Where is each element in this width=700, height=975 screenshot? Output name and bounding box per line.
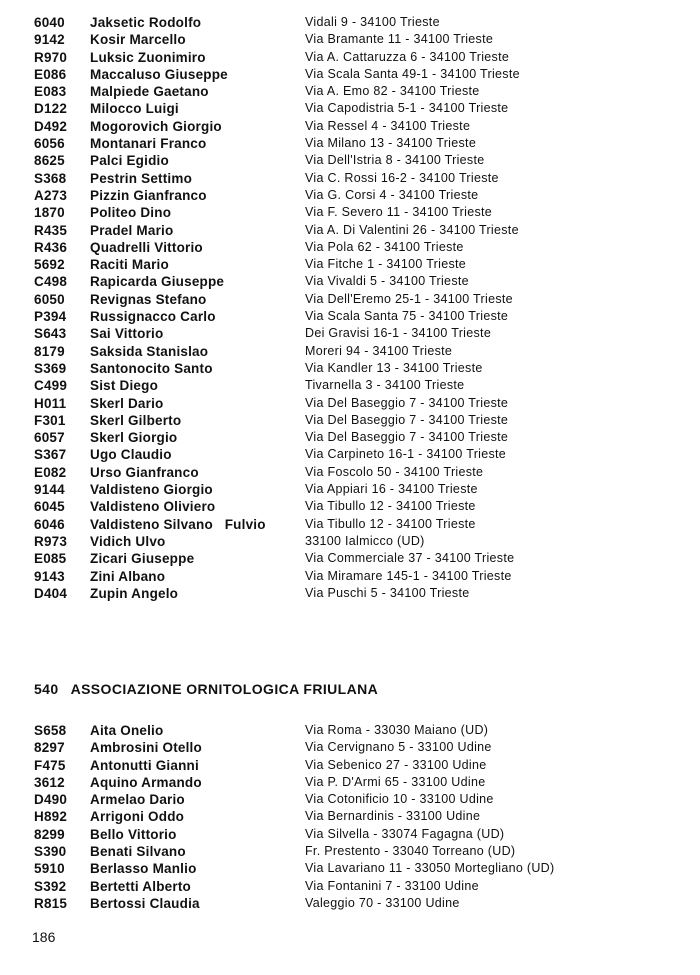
member-address: Via A. Emo 82 - 34100 Trieste [305, 84, 480, 99]
member-row [0, 360, 700, 377]
member-code: D122 [34, 101, 68, 117]
member-row [0, 464, 700, 481]
member-name: Zini Albano [90, 568, 166, 584]
member-name: Quadrelli Vittorio [90, 239, 203, 255]
member-address: Via A. Cattaruzza 6 - 34100 Trieste [305, 49, 510, 64]
member-row [0, 843, 700, 860]
member-address: Via Puschi 5 - 34100 Trieste [305, 585, 470, 600]
member-address: Via Roma - 33030 Maiano (UD) [305, 723, 489, 737]
section-heading [34, 681, 378, 697]
member-address: Via Tibullo 12 - 34100 Trieste [305, 516, 476, 531]
member-address: Via F. Severo 11 - 34100 Trieste [305, 205, 493, 220]
member-name: Malpiede Gaetano [90, 84, 209, 100]
member-name: Pradel Mario [90, 222, 174, 238]
member-code: F475 [34, 757, 66, 773]
member-row [0, 31, 700, 48]
member-address: Via Cotonificio 10 - 33100 Udine [305, 792, 494, 807]
member-name: Valdisteno Silvano Fulvio [90, 516, 266, 532]
member-code: R435 [34, 222, 68, 238]
member-address: Via Appiari 16 - 34100 Trieste [305, 482, 478, 497]
member-name: Russignacco Carlo [90, 309, 216, 325]
member-address: Via Silvella - 33074 Fagagna (UD) [305, 826, 505, 841]
member-row [0, 152, 700, 169]
member-address: Via Tibullo 12 - 34100 Trieste [305, 499, 476, 514]
member-name: Urso Gianfranco [90, 464, 199, 480]
member-address: Via Lavariano 11 - 33050 Mortegliano (UD) [305, 861, 555, 876]
member-row [0, 429, 700, 446]
member-code: F301 [34, 412, 66, 428]
member-row [0, 239, 700, 256]
member-name: Vidich Ulvo [90, 533, 166, 549]
member-name: Benati Silvano [90, 844, 186, 860]
member-row [0, 722, 700, 739]
member-code: 6045 [34, 499, 65, 515]
member-code: 9144 [34, 482, 65, 498]
member-row [0, 49, 700, 66]
member-address: Via Miramare 145-1 - 34100 Trieste [305, 568, 512, 583]
member-row [0, 66, 700, 83]
member-row [0, 118, 700, 135]
member-address: Via Bramante 11 - 34100 Trieste [305, 32, 494, 47]
member-row [0, 826, 700, 843]
member-address: Via Ressel 4 - 34100 Trieste [305, 118, 471, 133]
member-name: Pizzin Gianfranco [90, 187, 207, 203]
member-name: Mogorovich Giorgio [90, 118, 222, 134]
member-code: S367 [34, 447, 67, 463]
member-address: Fr. Prestento - 33040 Torreano (UD) [305, 844, 516, 859]
member-list-trieste [0, 14, 700, 602]
member-row [0, 170, 700, 187]
member-code: 9142 [34, 32, 65, 48]
member-name: Sist Diego [90, 378, 159, 394]
member-address: 33100 Ialmicco (UD) [305, 533, 425, 548]
member-code: 8299 [34, 826, 65, 842]
member-address: Via C. Rossi 16-2 - 34100 Trieste [305, 170, 499, 185]
member-code: E083 [34, 84, 67, 100]
member-code: 3612 [34, 774, 65, 790]
member-row [0, 860, 700, 877]
member-row [0, 757, 700, 774]
member-row [0, 808, 700, 825]
member-code: 6050 [34, 291, 65, 307]
member-row [0, 222, 700, 239]
member-address: Via Del Baseggio 7 - 34100 Trieste [305, 430, 509, 445]
member-address: Via Fitche 1 - 34100 Trieste [305, 257, 467, 272]
member-name: Ambrosini Otello [90, 740, 202, 756]
member-name: Milocco Luigi [90, 101, 179, 117]
member-address: Via Pola 62 - 34100 Trieste [305, 239, 464, 254]
member-row [0, 516, 700, 533]
member-code: R970 [34, 49, 68, 65]
member-address: Via Scala Santa 75 - 34100 Trieste [305, 309, 509, 324]
member-address: Valeggio 70 - 33100 Udine [305, 895, 460, 910]
member-row [0, 273, 700, 290]
member-code: S392 [34, 878, 67, 894]
member-name: Aita Onelio [90, 723, 164, 738]
member-code: 8625 [34, 153, 65, 169]
member-name: Bertossi Claudia [90, 895, 200, 911]
member-name: Saksida Stanislao [90, 343, 209, 359]
member-name: Armelao Dario [90, 792, 185, 808]
member-name: Valdisteno Oliviero [90, 499, 216, 515]
member-name: Jaksetic Rodolfo [90, 15, 202, 30]
member-code: 6046 [34, 516, 65, 532]
member-code: H892 [34, 809, 68, 825]
member-address: Via Foscolo 50 - 34100 Trieste [305, 464, 484, 479]
member-row [0, 533, 700, 550]
member-name: Berlasso Manlio [90, 861, 197, 877]
member-row [0, 204, 700, 221]
member-row [0, 412, 700, 429]
member-code: 6057 [34, 430, 65, 446]
member-code: D490 [34, 792, 68, 808]
member-row [0, 308, 700, 325]
member-row [0, 187, 700, 204]
member-name: Zupin Angelo [90, 585, 179, 601]
member-list-friuli [0, 722, 700, 912]
member-code: E082 [34, 464, 67, 480]
member-row [0, 343, 700, 360]
section-title: ASSOCIAZIONE ORNITOLOGICA FRIULANA [70, 681, 379, 697]
member-code: S368 [34, 170, 67, 186]
member-address: Via Del Baseggio 7 - 34100 Trieste [305, 412, 509, 427]
member-name: Santonocito Santo [90, 360, 213, 376]
member-row [0, 774, 700, 791]
member-row [0, 14, 700, 31]
member-code: C498 [34, 274, 68, 290]
member-code: 5692 [34, 257, 65, 273]
member-row [0, 325, 700, 342]
member-name: Bello Vittorio [90, 826, 177, 842]
member-name: Skerl Giorgio [90, 430, 178, 446]
member-code: R815 [34, 895, 68, 911]
member-code: P394 [34, 309, 67, 325]
member-address: Moreri 94 - 34100 Trieste [305, 343, 453, 358]
member-address: Via Fontanini 7 - 33100 Udine [305, 878, 479, 893]
member-code: D404 [34, 585, 68, 601]
member-row [0, 481, 700, 498]
member-row [0, 895, 700, 912]
member-address: Via Kandler 13 - 34100 Trieste [305, 360, 483, 375]
member-row [0, 739, 700, 756]
member-name: Raciti Mario [90, 257, 169, 273]
member-row [0, 135, 700, 152]
member-address: Dei Gravisi 16-1 - 34100 Trieste [305, 326, 492, 341]
member-row [0, 291, 700, 308]
member-row [0, 568, 700, 585]
member-code: 5910 [34, 861, 65, 877]
member-address: Via Carpineto 16-1 - 34100 Trieste [305, 447, 507, 462]
member-address: Via G. Corsi 4 - 34100 Trieste [305, 187, 479, 202]
member-name: Rapicarda Giuseppe [90, 274, 225, 290]
member-name: Kosir Marcello [90, 32, 186, 48]
member-name: Revignas Stefano [90, 291, 207, 307]
member-row [0, 83, 700, 100]
page-number: 186 [32, 929, 56, 945]
member-code: 6040 [34, 15, 65, 30]
member-address: Tivarnella 3 - 34100 Trieste [305, 378, 465, 393]
member-name: Zicari Giuseppe [90, 551, 195, 567]
member-name: Bertetti Alberto [90, 878, 191, 894]
member-row [0, 878, 700, 895]
member-row [0, 791, 700, 808]
member-name: Luksic Zuonimiro [90, 49, 206, 65]
member-address: Via Sebenico 27 - 33100 Udine [305, 757, 487, 772]
member-name: Palci Egidio [90, 153, 169, 169]
member-name: Arrigoni Oddo [90, 809, 185, 825]
member-row [0, 395, 700, 412]
member-row [0, 377, 700, 394]
member-code: 6056 [34, 136, 65, 152]
member-code: 8179 [34, 343, 65, 359]
member-address: Via P. D'Armi 65 - 33100 Udine [305, 774, 486, 789]
member-name: Pestrin Settimo [90, 170, 193, 186]
member-name: Valdisteno Giorgio [90, 482, 213, 498]
member-name: Skerl Gilberto [90, 412, 182, 428]
member-code: C499 [34, 378, 68, 394]
member-code: 1870 [34, 205, 65, 221]
member-code: E085 [34, 551, 67, 567]
member-address: Via Del Baseggio 7 - 34100 Trieste [305, 395, 509, 410]
member-code: S390 [34, 844, 67, 860]
member-name: Montanari Franco [90, 136, 207, 152]
member-address: Via Commerciale 37 - 34100 Trieste [305, 551, 515, 566]
member-code: A273 [34, 187, 68, 203]
section-number: 540 [34, 681, 59, 697]
member-name: Ugo Claudio [90, 447, 172, 463]
member-row [0, 446, 700, 463]
member-row [0, 498, 700, 515]
member-code: D492 [34, 118, 68, 134]
member-code: 8297 [34, 740, 65, 756]
member-name: Maccaluso Giuseppe [90, 66, 228, 82]
member-address: Via Dell'Istria 8 - 34100 Trieste [305, 153, 485, 168]
member-name: Antonutti Gianni [90, 757, 199, 773]
member-code: S658 [34, 723, 67, 738]
member-row [0, 100, 700, 117]
member-address: Via Vivaldi 5 - 34100 Trieste [305, 274, 469, 289]
member-address: Via Cervignano 5 - 33100 Udine [305, 740, 492, 755]
member-name: Sai Vittorio [90, 326, 164, 342]
member-code: R436 [34, 239, 68, 255]
member-code: S643 [34, 326, 67, 342]
member-row [0, 550, 700, 567]
member-address: Via Capodistria 5-1 - 34100 Trieste [305, 101, 509, 116]
member-address: Via Dell'Eremo 25-1 - 34100 Trieste [305, 291, 513, 306]
member-code: S369 [34, 360, 67, 376]
member-address: Vidali 9 - 34100 Trieste [305, 15, 440, 29]
member-address: Via Bernardinis - 33100 Udine [305, 809, 481, 824]
member-code: E086 [34, 66, 67, 82]
member-address: Via Milano 13 - 34100 Trieste [305, 136, 477, 151]
member-code: H011 [34, 395, 67, 411]
member-row [0, 585, 700, 602]
member-code: R973 [34, 533, 68, 549]
member-name: Skerl Dario [90, 395, 164, 411]
member-name: Politeo Dino [90, 205, 172, 221]
member-address: Via Scala Santa 49-1 - 34100 Trieste [305, 66, 520, 81]
member-name: Aquino Armando [90, 774, 202, 790]
member-address: Via A. Di Valentini 26 - 34100 Trieste [305, 222, 519, 237]
member-row [0, 256, 700, 273]
member-code: 9143 [34, 568, 65, 584]
